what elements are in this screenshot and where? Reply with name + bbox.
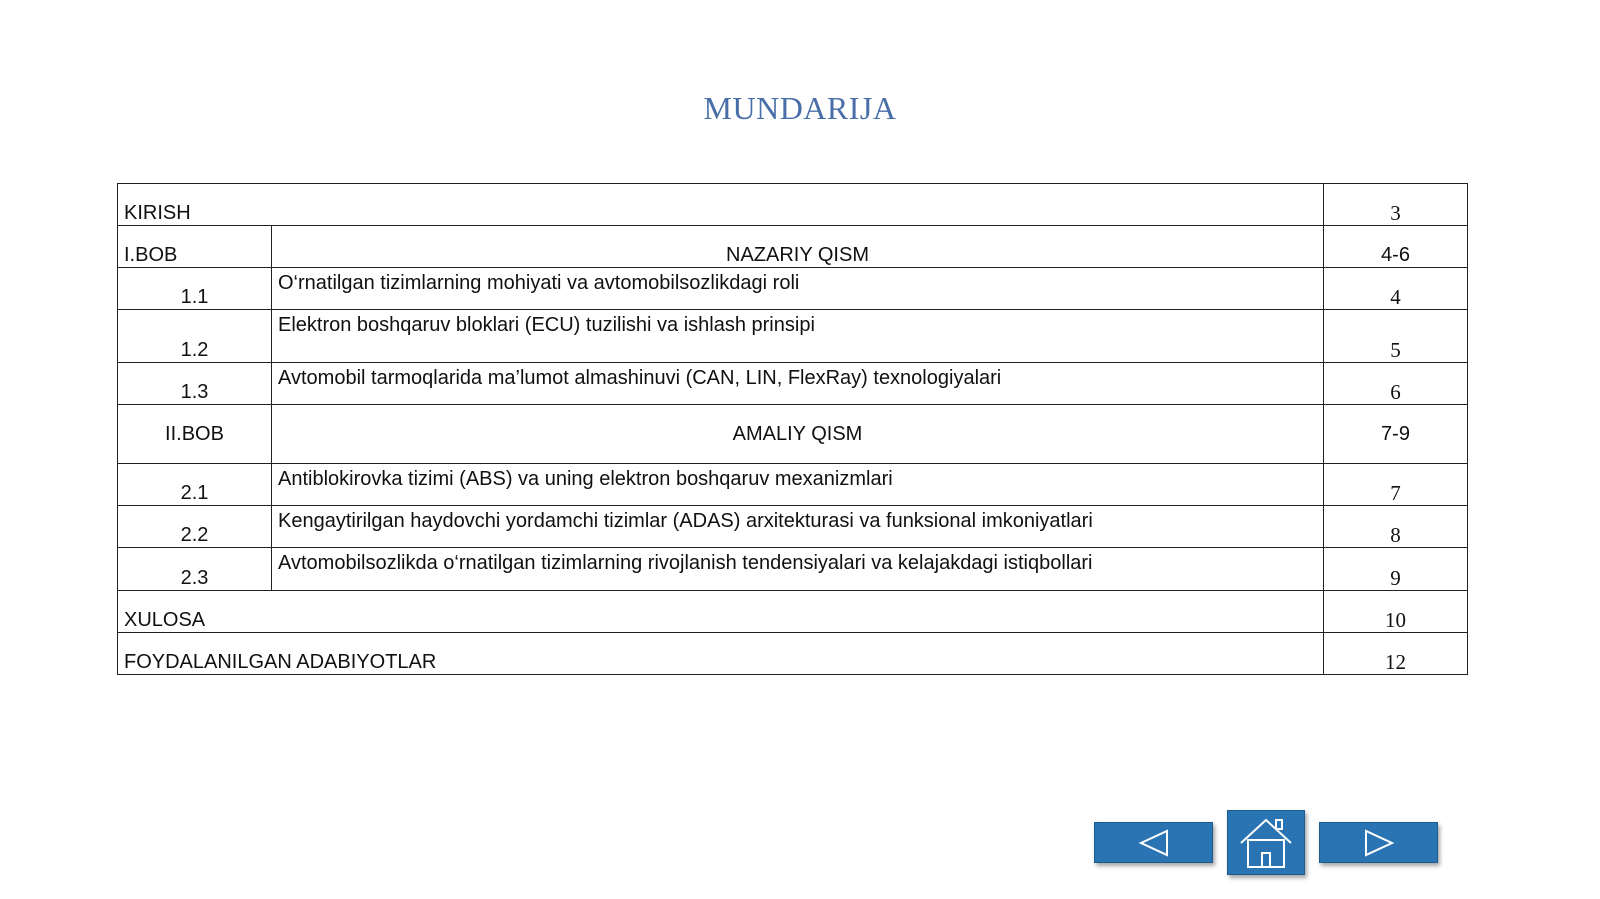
page-number: 8: [1324, 506, 1468, 548]
page-number: 3: [1324, 184, 1468, 226]
triangle-left-icon: [1134, 828, 1174, 858]
contents-table: [117, 183, 1468, 675]
page-number: 7-9: [1324, 405, 1468, 464]
table-row: [118, 405, 1468, 464]
section-title: O‘rnatilgan tizimlarning mohiyati va avtomobilsozlikdagi roli: [272, 268, 1324, 310]
section-title: Avtomobilsozlikda o‘rnatilgan tizimlarning rivojlanish tendensiyalari va kelajakdagi istiqbollari: [272, 548, 1324, 591]
table-row: [118, 548, 1468, 591]
row-label: FOYDALANILGAN ADABIYOTLAR: [118, 633, 1324, 675]
section-title: Kengaytirilgan haydovchi yordamchi tizimlar (ADAS) arxitekturasi va funksional imkoniyatlari: [272, 506, 1324, 548]
page-number: 4: [1324, 268, 1468, 310]
section-title: Elektron boshqaruv bloklari (ECU) tuzilishi va ishlash prinsipi: [272, 310, 1324, 363]
chapter-title: NAZARIY QISM: [272, 226, 1324, 268]
table-row: [118, 268, 1468, 310]
chapter-title: AMALIY QISM: [272, 405, 1324, 464]
table-row: [118, 633, 1468, 675]
table-row: [118, 226, 1468, 268]
chapter-label: I.BOB: [118, 226, 272, 268]
table-row: [118, 506, 1468, 548]
page-number: 5: [1324, 310, 1468, 363]
section-number: 1.3: [118, 363, 272, 405]
table-row: [118, 310, 1468, 363]
section-title: Antiblokirovka tizimi (ABS) va uning elektron boshqaruv mexanizmlari: [272, 464, 1324, 506]
section-number: 2.3: [118, 548, 272, 591]
table-row: [118, 184, 1468, 226]
table-row: [118, 363, 1468, 405]
section-number: 1.1: [118, 268, 272, 310]
forward-button[interactable]: [1319, 822, 1438, 863]
home-icon: [1238, 816, 1294, 870]
page-number: 6: [1324, 363, 1468, 405]
table-row: [118, 591, 1468, 633]
page-number: 10: [1324, 591, 1468, 633]
page-number: 7: [1324, 464, 1468, 506]
page-number: 12: [1324, 633, 1468, 675]
section-number: 1.2: [118, 310, 272, 363]
section-number: 2.1: [118, 464, 272, 506]
chapter-label: II.BOB: [118, 405, 272, 464]
table-row: [118, 464, 1468, 506]
row-label: KIRISH: [118, 184, 1324, 226]
section-number: 2.2: [118, 506, 272, 548]
page-number: 9: [1324, 548, 1468, 591]
page-number: 4-6: [1324, 226, 1468, 268]
page-title: MUNDARIJA: [703, 90, 897, 126]
home-button[interactable]: [1227, 810, 1305, 875]
back-button[interactable]: [1094, 822, 1213, 863]
triangle-right-icon: [1359, 828, 1399, 858]
row-label: XULOSA: [118, 591, 1324, 633]
section-title: Avtomobil tarmoqlarida ma’lumot almashinuvi (CAN, LIN, FlexRay) texnologiyalari: [272, 363, 1324, 405]
